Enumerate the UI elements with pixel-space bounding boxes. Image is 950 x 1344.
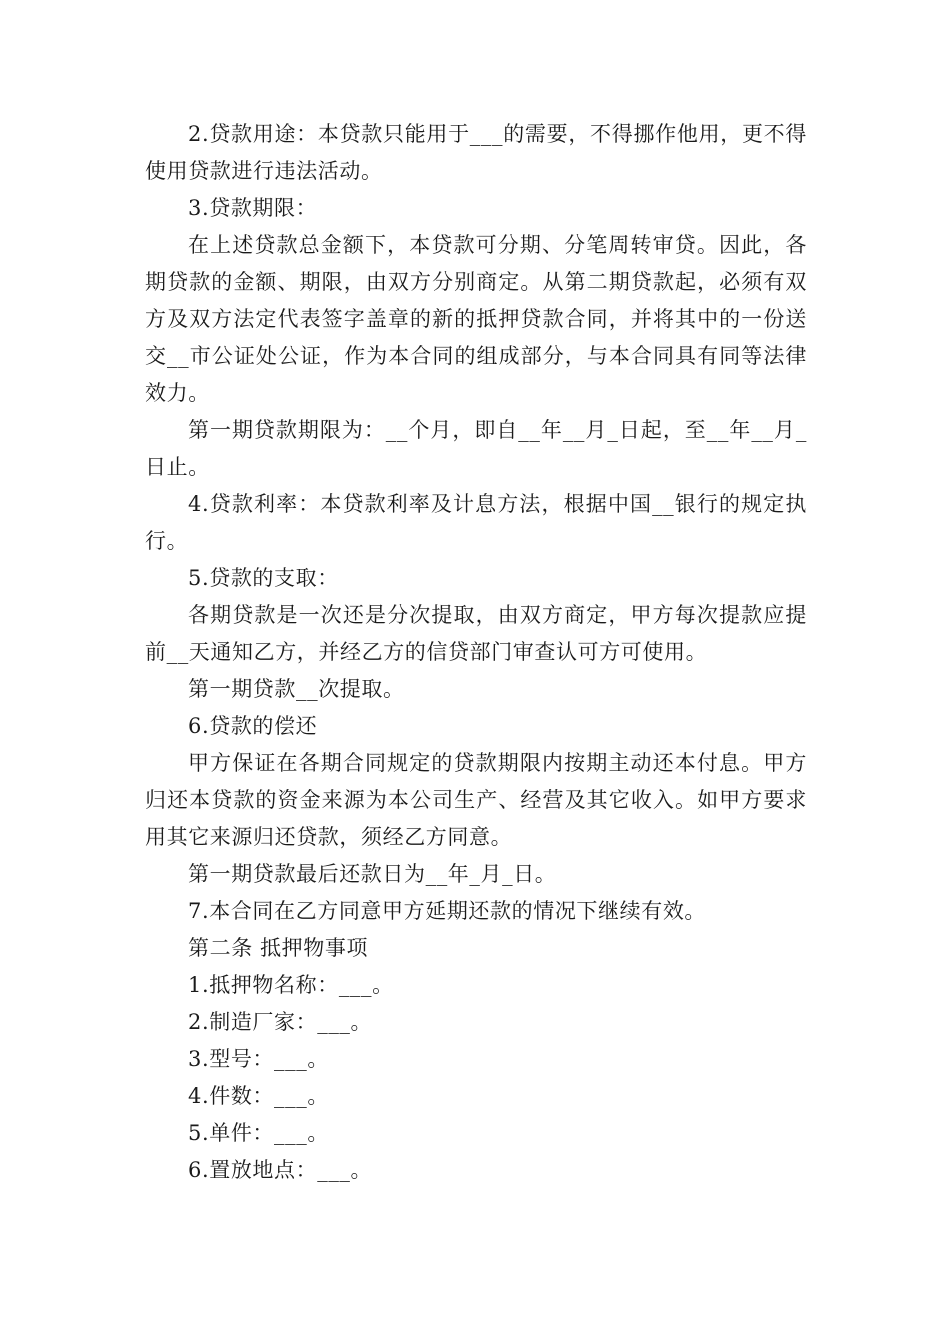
paragraph-interest-rate: 4.贷款利率：本贷款利率及计息方法，根据中国__银行的规定执行。 bbox=[145, 492, 807, 553]
paragraph-withdrawal-body: 各期贷款是一次还是分次提取，由双方商定，甲方每次提款应提前__天通知乙方，并经乙方的信贷部门审查认可方可使用。 bbox=[145, 603, 807, 664]
paragraph-location: 6.置放地点：___。 bbox=[188, 1158, 373, 1182]
paragraph-model: 3.型号：___。 bbox=[188, 1047, 329, 1071]
paragraph-unit: 5.单件：___。 bbox=[188, 1121, 329, 1145]
document-body bbox=[145, 116, 807, 1189]
paragraph-loan-term-body: 在上述贷款总金额下，本贷款可分期、分笔周转审贷。因此，各期贷款的金额、期限，由双方分别商定。从第二期贷款起，必须有双方及双方法定代表签字盖章的新的抵押贷款合同，并将其中的一份送交__市公证处公证，作为本合同的组成部分，与本合同具有同等法律效力。 bbox=[145, 233, 807, 405]
paragraph-loan-purpose: 2.贷款用途：本贷款只能用于___的需要，不得挪作他用，更不得使用贷款进行违法活动。 bbox=[145, 122, 807, 183]
paragraph-article-two-heading: 第二条 抵押物事项 bbox=[188, 936, 369, 960]
paragraph-loan-term-heading: 3.贷款期限： bbox=[188, 196, 318, 220]
paragraph-first-term: 第一期贷款期限为：__个月，即自__年__月_日起，至__年__月_日止。 bbox=[145, 418, 807, 479]
paragraph-repayment-body: 甲方保证在各期合同规定的贷款期限内按期主动还本付息。甲方归还本贷款的资金来源为本公司生产、经营及其它收入。如甲方要求用其它来源归还贷款，须经乙方同意。 bbox=[145, 751, 807, 849]
paragraph-collateral-name: 1.抵押物名称：___。 bbox=[188, 973, 394, 997]
paragraph-final-repayment-date: 第一期贷款最后还款日为__年_月_日。 bbox=[188, 862, 557, 886]
paragraph-manufacturer: 2.制造厂家：___。 bbox=[188, 1010, 373, 1034]
paragraph-repayment-heading: 6.贷款的偿还 bbox=[188, 714, 318, 738]
paragraph-extension-validity: 7.本合同在乙方同意甲方延期还款的情况下继续有效。 bbox=[188, 899, 707, 923]
paragraph-first-withdrawal: 第一期贷款__次提取。 bbox=[188, 677, 405, 701]
paragraph-withdrawal-heading: 5.贷款的支取： bbox=[188, 566, 339, 590]
paragraph-quantity: 4.件数：___。 bbox=[188, 1084, 329, 1108]
